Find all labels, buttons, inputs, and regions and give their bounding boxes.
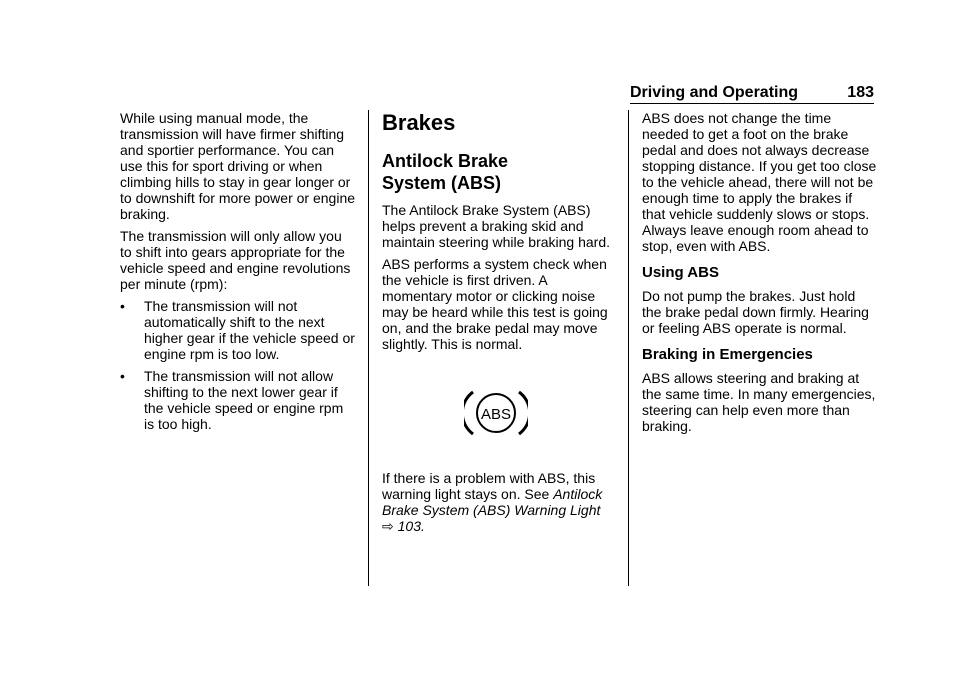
page-ref-icon: ⇨ bbox=[382, 518, 394, 534]
abs-warning-icon bbox=[464, 388, 528, 438]
abs-intro-paragraph: The Antilock Brake System (ABS) helps prevent a braking skid and maintain steering while braking hard. bbox=[382, 202, 611, 250]
manual-mode-paragraph: While using manual mode, the transmission will have firmer shifting and sportier performance. You can use this for sport driving or when climbing hills to stay in gear longer or to downshift for more power or engine braking. bbox=[120, 110, 356, 222]
abs-heading-line2: System (ABS) bbox=[382, 173, 502, 193]
braking-emergencies-paragraph: ABS allows steering and braking at the same time. In many emergencies, steering can help even more than braking. bbox=[642, 370, 876, 434]
bullet-text: The transmission will not allow shifting to the next lower gear if the vehicle speed or engine rpm is too high. bbox=[144, 368, 344, 432]
column-divider-1 bbox=[368, 110, 369, 586]
column-1 bbox=[120, 110, 356, 438]
list-item bbox=[120, 368, 356, 432]
bullet-icon: • bbox=[120, 298, 125, 314]
using-abs-heading: Using ABS bbox=[642, 264, 719, 281]
column-divider-2 bbox=[628, 110, 629, 586]
column-3 bbox=[642, 110, 878, 440]
bullet-text: The transmission will not automatically shift to the next higher gear if the vehicle speed or engine rpm is too low. bbox=[144, 298, 355, 362]
bullet-icon: • bbox=[120, 368, 125, 384]
abs-icon-label: ABS bbox=[480, 406, 512, 423]
abs-icon-area bbox=[382, 358, 618, 470]
abs-heading bbox=[382, 150, 618, 194]
abs-warning-paragraph bbox=[382, 470, 618, 534]
column-2 bbox=[382, 110, 618, 540]
page-number: 183 bbox=[847, 84, 874, 101]
page-ref[interactable]: ⇨ 103. bbox=[382, 518, 425, 534]
abs-warning-light-link[interactable]: Antilock Brake System (ABS) Warning Light bbox=[382, 486, 603, 518]
stopping-distance-paragraph: ABS does not change the time needed to get a foot on the brake pedal and does not always decrease stopping distance. If you get too close to the vehicle ahead, there will not be enough time to apply the brakes if that vehicle suddenly slows or stops. Always leave enough room ahead to stop, even with ABS. bbox=[642, 110, 877, 254]
braking-emergencies-heading: Braking in Emergencies bbox=[642, 346, 813, 363]
brakes-heading: Brakes bbox=[382, 110, 456, 135]
page-header bbox=[630, 84, 874, 104]
abs-warning-text: If there is a problem with ABS, this warning light stays on. See bbox=[382, 470, 596, 502]
list-item bbox=[120, 298, 356, 362]
section-title: Driving and Operating bbox=[630, 84, 799, 101]
gear-shift-paragraph: The transmission will only allow you to shift into gears appropriate for the vehicle speed and engine revolutions per minute (rpm): bbox=[120, 228, 351, 292]
page-ref-number: 103 bbox=[397, 518, 421, 534]
using-abs-paragraph: Do not pump the brakes. Just hold the brake pedal down firmly. Hearing or feeling ABS operate is normal. bbox=[642, 288, 869, 336]
abs-check-paragraph: ABS performs a system check when the vehicle is first driven. A momentary motor or clicking noise may be heard while this test is going on, and the brake pedal may move slightly. This is normal. bbox=[382, 256, 608, 352]
abs-heading-line1: Antilock Brake bbox=[382, 151, 509, 171]
header-rule bbox=[630, 103, 874, 104]
